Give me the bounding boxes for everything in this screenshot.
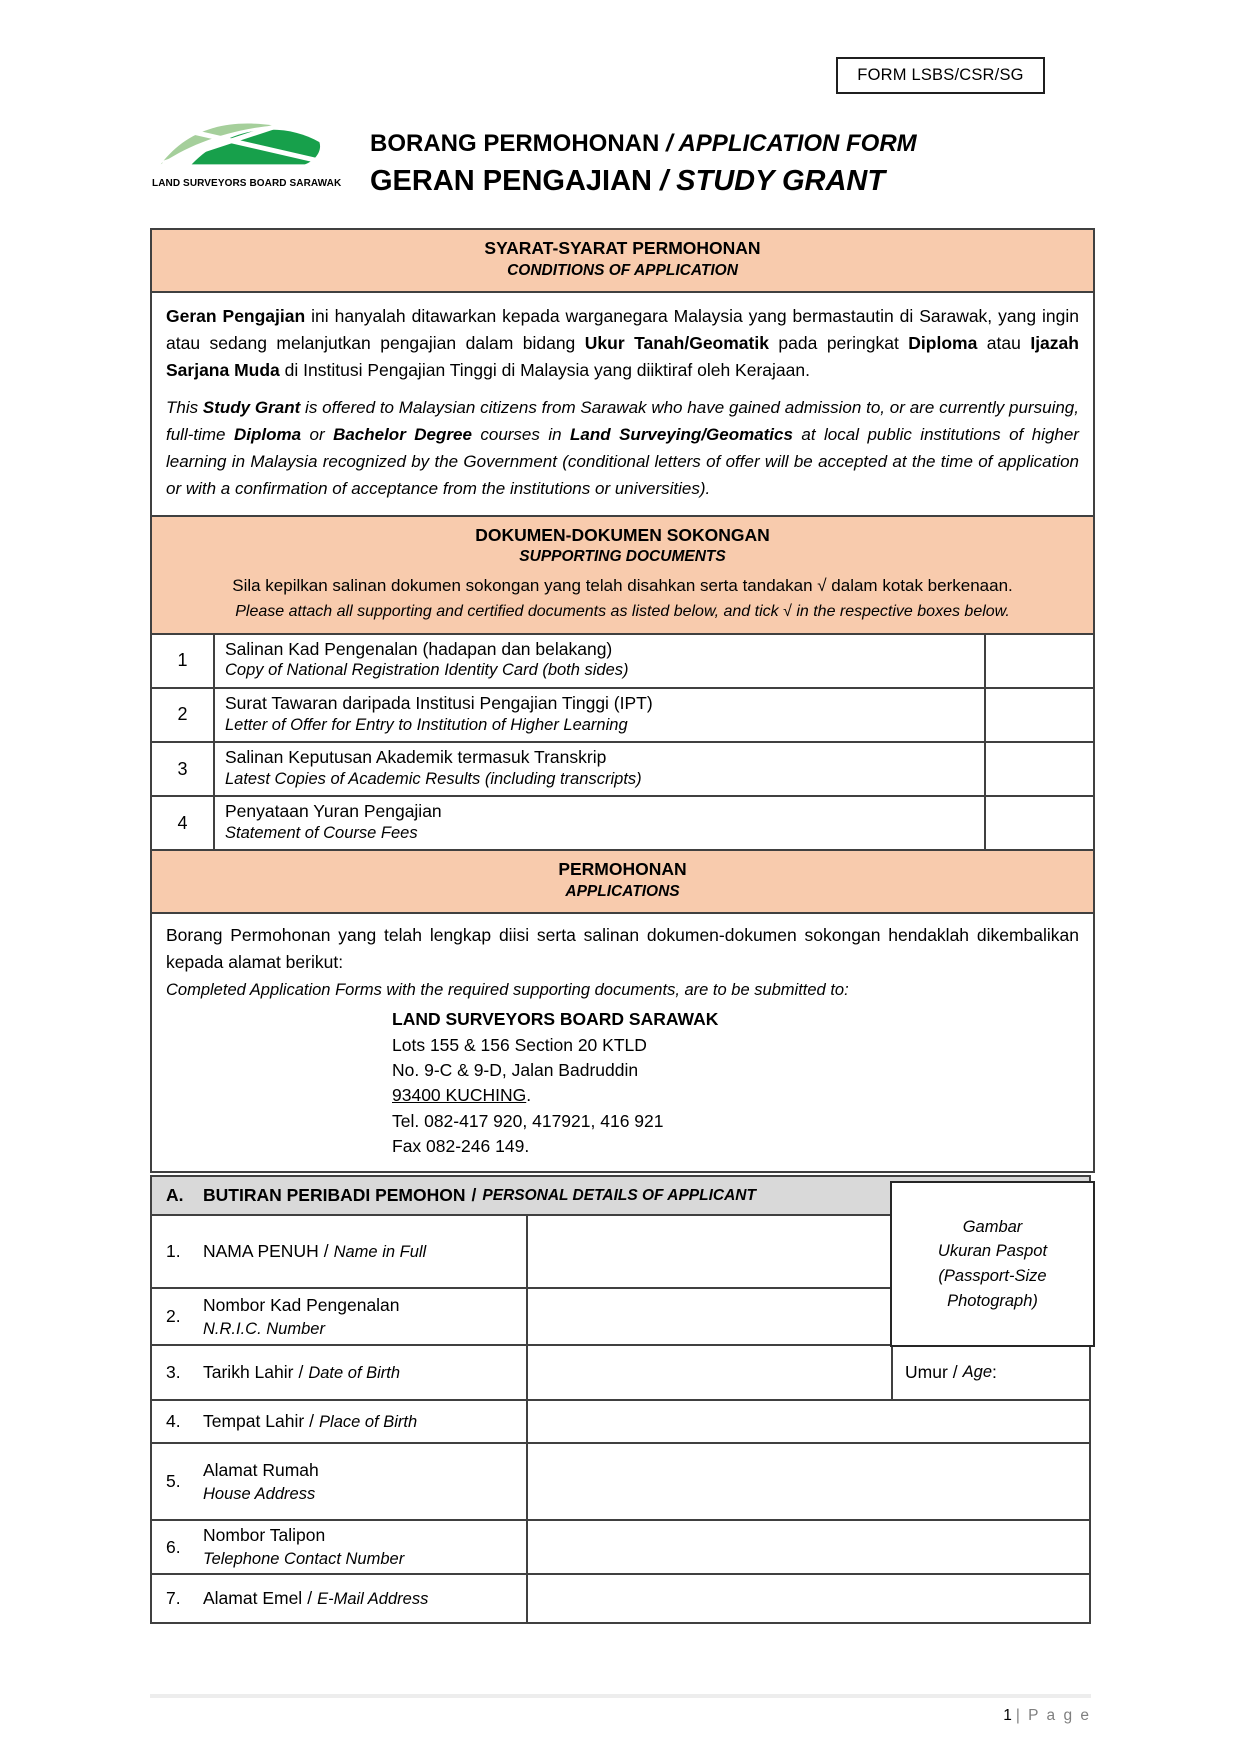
address-telephone: Tel. 082-417 920, 417921, 416 921: [392, 1110, 664, 1131]
conditions-section-header: [152, 230, 1093, 291]
page-number: 1: [1003, 1707, 1012, 1724]
para-en-seg: is offered to Malaysian citizens from Sarawak who have gained admission to, or are currently pursuing, full-time: [166, 397, 1079, 445]
supporting-heading-en: SUPPORTING DOCUMENTS: [519, 548, 726, 566]
address-line: No. 9-C & 9-D, Jalan Badruddin: [392, 1059, 639, 1080]
age-label-ms: Umur: [905, 1362, 948, 1382]
row-number: 1: [152, 635, 215, 687]
field-label-sep: /: [298, 1362, 304, 1382]
field-label-sep: /: [323, 1241, 329, 1261]
document-name-ms: Penyataan Yuran Pengajian: [225, 801, 442, 822]
field-label-sep: /: [309, 1411, 315, 1431]
applications-paragraph-ms: Borang Permohonan yang telah lengkap diisi serta salinan dokumen-dokumen sokongan hendaklah dikembalikan kepada alamat berikut:: [166, 924, 1079, 972]
address-org-name: LAND SURVEYORS BOARD SARAWAK: [392, 1009, 719, 1030]
email-field[interactable]: [528, 1575, 1089, 1622]
field-number: 4.: [166, 1411, 181, 1431]
place-of-birth-field[interactable]: [528, 1401, 1089, 1442]
age-label-colon: :: [992, 1362, 997, 1382]
supporting-note-ms: Sila kepilkan salinan dokumen sokongan yang telah disahkan serta tandakan √ dalam kotak berkenaan.: [232, 576, 1013, 596]
field-label-ms: Tempat Lahir: [203, 1411, 305, 1431]
supporting-note-en: Please attach all supporting and certified documents as listed below, and tick √ in the respective boxes below.: [235, 602, 1010, 620]
document-row: [152, 635, 1093, 687]
field-row: [152, 1399, 1089, 1442]
title2-en: STUDY GRANT: [676, 165, 886, 197]
field-row: [152, 1519, 1089, 1573]
document-name-en: Latest Copies of Academic Results (including transcripts): [225, 769, 642, 788]
field-label-text: [203, 1295, 400, 1339]
row-number: 2: [152, 689, 215, 741]
field-label-en: Telephone Contact Number: [203, 1550, 405, 1568]
field-number: 1.: [166, 1241, 181, 1261]
field-label-text: [203, 1525, 404, 1569]
field-label: [152, 1521, 528, 1573]
field-number: 5.: [166, 1471, 181, 1491]
document-name-en: Copy of National Registration Identity Card (both sides): [225, 661, 629, 680]
applications-section-header: [152, 849, 1093, 912]
photo-box-line: (Passport-Size: [938, 1267, 1047, 1285]
logo-caption: LAND SURVEYORS BOARD SARAWAK: [152, 178, 342, 189]
field-row: [152, 1344, 1089, 1399]
form-title-line2: [370, 165, 917, 198]
field-number: 2.: [166, 1306, 181, 1326]
para-ms-seg: Diploma: [908, 332, 978, 353]
field-number: 7.: [166, 1588, 181, 1608]
field-label-text: [203, 1588, 428, 1609]
para-ms-seg: Ukur Tanah/Geomatik: [584, 332, 769, 353]
field-number: 6.: [166, 1536, 181, 1557]
applications-heading-ms: PERMOHONAN: [558, 859, 687, 880]
para-ms-seg: atau: [977, 332, 1031, 353]
field-label-en: Place of Birth: [319, 1413, 418, 1431]
field-label: [152, 1401, 528, 1442]
conditions-paragraph-en: [166, 394, 1079, 503]
field-label-ms: Nombor Kad Pengenalan: [203, 1294, 400, 1315]
para-en-seg: at local public institutions of higher learning in Malaysia recognized by the Government (conditional letters of offer will be accepted at the time of application or with a confirmation of acceptance from the institutions or universities).: [166, 425, 1079, 499]
field-label: [152, 1346, 528, 1399]
field-label-ms: Alamat Emel: [203, 1588, 303, 1608]
title2-sep: /: [652, 165, 677, 197]
field-label-en: Name in Full: [333, 1243, 427, 1261]
document-row: [152, 687, 1093, 741]
tick-box[interactable]: [986, 797, 1093, 849]
field-label-ms: NAMA PENUH: [203, 1241, 319, 1261]
form-code: FORM LSBS/CSR/SG: [857, 66, 1024, 84]
address-line: Lots 155 & 156 Section 20 KTLD: [392, 1034, 647, 1055]
field-label-text: [203, 1411, 417, 1432]
document-description: [215, 797, 986, 849]
photo-box-line: Photograph): [947, 1291, 1038, 1310]
document-name-ms: Salinan Keputusan Akademik termasuk Transkrip: [225, 746, 607, 767]
para-en-seg: This: [166, 397, 203, 417]
brand-block: [152, 116, 342, 189]
field-label-en: Date of Birth: [308, 1364, 401, 1382]
title1-ms: BORANG PERMOHONAN: [370, 130, 660, 157]
address-city-suffix: .: [526, 1085, 532, 1106]
section-a: [150, 1175, 1091, 1624]
address-fax: Fax 082-246 149.: [392, 1136, 530, 1157]
telephone-field[interactable]: [528, 1521, 1089, 1573]
field-label-ms: Tarikh Lahir: [203, 1362, 294, 1382]
field-label-text: [203, 1362, 400, 1383]
age-label-sep: /: [952, 1362, 958, 1382]
row-number: 4: [152, 797, 215, 849]
supporting-docs-header: [152, 515, 1093, 633]
field-label-en: N.R.I.C. Number: [203, 1319, 325, 1338]
tick-box[interactable]: [986, 743, 1093, 795]
title2-ms: GERAN PENGAJIAN: [370, 165, 652, 197]
tick-box[interactable]: [986, 635, 1093, 687]
conditions-paragraph-ms: [166, 303, 1079, 384]
field-label-text: [203, 1241, 426, 1262]
para-ms-seg: ini hanyalah ditawarkan kepada warganegara Malaysia yang bermastautin di Sarawak, yang ingin atau sedang melanjutkan pengajian dalam bidang: [166, 305, 1079, 353]
para-en-seg: or: [301, 425, 334, 445]
title1-en: APPLICATION FORM: [678, 130, 917, 157]
section-a-label: A.: [166, 1185, 184, 1205]
applications-paragraph-en: Completed Application Forms with the required supporting documents, are to be submitted to:: [166, 981, 849, 1000]
age-label-en: Age: [962, 1363, 993, 1381]
para-en-seg: courses in: [471, 425, 571, 445]
document-description: [215, 635, 986, 687]
document-row: [152, 795, 1093, 849]
para-en-seg: Study Grant: [202, 397, 301, 417]
house-address-field[interactable]: [528, 1444, 1089, 1519]
tick-box[interactable]: [986, 689, 1093, 741]
field-label: [152, 1289, 528, 1344]
supporting-heading-ms: DOKUMEN-DOKUMEN SOKONGAN: [475, 524, 770, 545]
lsbs-logo: [157, 116, 325, 176]
document-name-ms: Salinan Kad Pengenalan (hadapan dan belakang): [225, 638, 613, 659]
photo-box[interactable]: [890, 1181, 1095, 1347]
field-row: [152, 1442, 1089, 1519]
applications-heading-en: APPLICATIONS: [565, 882, 680, 900]
conditions-heading-en: CONDITIONS OF APPLICATION: [507, 261, 738, 279]
field-label: [152, 1575, 528, 1622]
address-city: 93400 KUCHING: [392, 1085, 527, 1106]
section-a-separator: /: [471, 1185, 477, 1205]
field-number: 3.: [166, 1362, 181, 1382]
form-code-box: [836, 57, 1045, 94]
para-en-seg: Land Surveying/Geomatics: [570, 425, 793, 445]
photo-box-line: Gambar: [962, 1217, 1023, 1236]
row-number: 3: [152, 743, 215, 795]
field-label: [152, 1216, 528, 1287]
para-ms-seg: Ijazah Sarjana Muda: [166, 332, 1079, 380]
page-footer: [150, 1694, 1091, 1725]
field-label: [152, 1444, 528, 1519]
para-ms-seg: pada peringkat: [768, 332, 909, 353]
title1-sep: /: [659, 130, 679, 157]
conditions-heading-ms: SYARAT-SYARAT PERMOHONAN: [484, 238, 761, 258]
page-label: | P a g e: [1015, 1707, 1091, 1724]
supporting-docs-table: [152, 633, 1093, 850]
form-title-line1: [370, 130, 917, 158]
photo-box-line: Ukuran Paspot: [937, 1242, 1048, 1261]
field-label-ms: Alamat Rumah: [203, 1459, 319, 1480]
document-name-en: Letter of Offer for Entry to Institution of Higher Learning: [225, 715, 628, 734]
applications-body: [152, 912, 1093, 1172]
section-a-title-en: PERSONAL DETAILS OF APPLICANT: [482, 1186, 756, 1204]
date-of-birth-field[interactable]: [528, 1346, 891, 1399]
field-label-text: [203, 1460, 319, 1504]
document-description: [215, 743, 986, 795]
section-a-title-ms: BUTIRAN PERIBADI PEMOHON: [203, 1185, 466, 1205]
address-line: [392, 1083, 1079, 1108]
para-ms-seg: di Institusi Pengajian Tinggi di Malaysia yang diiktiraf oleh Kerajaan.: [279, 359, 810, 380]
age-field[interactable]: [891, 1346, 1089, 1399]
para-ms-seg: Geran Pengajian: [166, 305, 306, 326]
field-row: [152, 1573, 1089, 1622]
field-label-en: House Address: [203, 1484, 316, 1503]
para-en-seg: Diploma: [233, 425, 302, 445]
field-label-en: E-Mail Address: [317, 1590, 429, 1608]
field-label-ms: Nombor Talipon: [203, 1525, 326, 1545]
conditions-body: [152, 291, 1093, 515]
document-row: [152, 741, 1093, 795]
form-titles: [370, 130, 917, 198]
para-en-seg: Bachelor Degree: [333, 425, 472, 445]
submission-address: [392, 1007, 1079, 1159]
document-description: [215, 689, 986, 741]
instructions-table: [150, 228, 1095, 1173]
document-name-en: Statement of Course Fees: [225, 823, 418, 842]
document-name-ms: Surat Tawaran daripada Institusi Pengajian Tinggi (IPT): [225, 692, 653, 713]
field-label-sep: /: [307, 1588, 313, 1608]
